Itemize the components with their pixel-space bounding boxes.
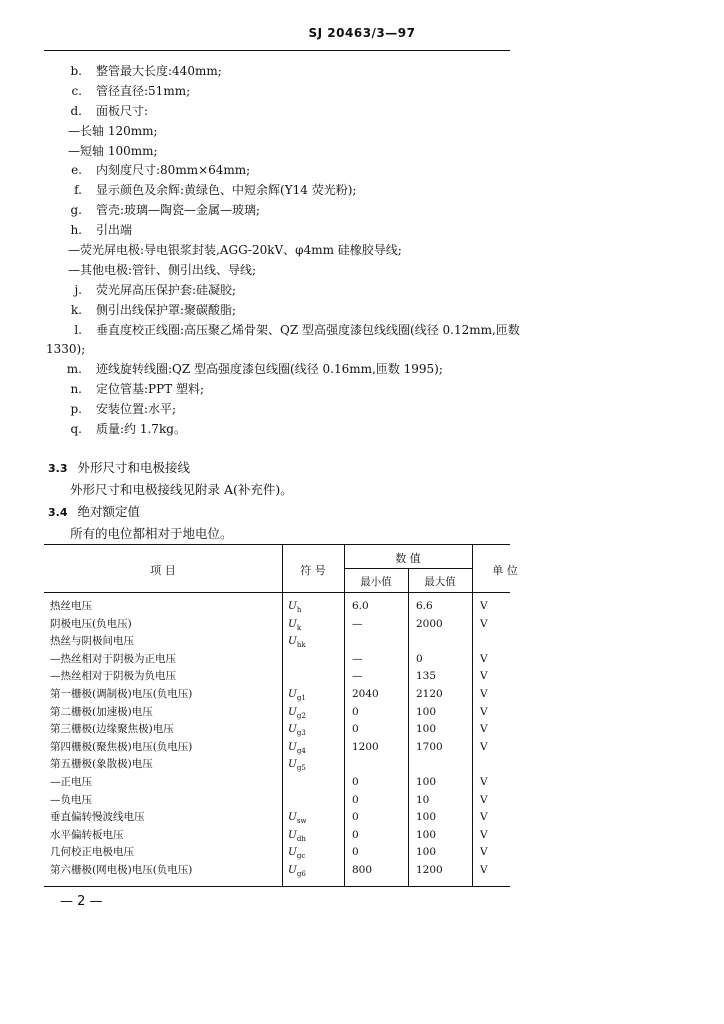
spec-item xyxy=(48,201,688,221)
spec-item-text: 迹线旋转线圈:QZ 型高强度漆包线圈(线径 0.16mm,匝数 1995); xyxy=(96,362,443,377)
spec-item xyxy=(48,261,688,281)
spec-item-label: l. xyxy=(74,322,82,337)
symbol-subscript: gc xyxy=(296,852,306,861)
table-cell-min: 0 xyxy=(352,828,359,841)
symbol-letter: U xyxy=(288,705,297,718)
section-number: 3.4 xyxy=(48,506,68,519)
table-cell-min: 1200 xyxy=(352,740,379,753)
table-cell-unit: V xyxy=(480,705,488,718)
symbol-subscript: g6 xyxy=(296,870,306,879)
section-body: 所有的电位都相对于地电位。 xyxy=(70,526,233,541)
spec-item-text: 引出端 xyxy=(96,223,133,238)
spec-item-label: f. xyxy=(74,183,82,198)
spec-item-text: 整管最大长度:440mm; xyxy=(96,64,222,78)
table-header-rule xyxy=(44,592,510,593)
table-vline xyxy=(472,544,473,886)
spec-item xyxy=(48,360,688,380)
spec-item-text: 质量:约 1.7kg。 xyxy=(96,422,186,437)
document-code: SJ 20463/3—97 xyxy=(308,26,416,40)
symbol-letter: U xyxy=(288,846,297,859)
spec-item-label: c. xyxy=(71,83,82,98)
spec-item-label: m. xyxy=(66,362,82,377)
table-cell-unit: V xyxy=(480,864,488,876)
spec-item-text: 面板尺寸: xyxy=(96,103,149,118)
symbol-letter: U xyxy=(288,635,297,648)
spec-item-label: q. xyxy=(70,422,82,437)
symbol-subscript: g4 xyxy=(296,746,306,755)
spec-item-label: p. xyxy=(70,402,82,417)
table-cell-item: 第四栅极(聚焦极)电压(负电压) xyxy=(50,740,193,753)
spec-item-text: 荧光屏高压保护套:硅凝胶; xyxy=(96,282,237,297)
table-cell-max: 10 xyxy=(416,793,430,806)
header-unit: 单 位 xyxy=(492,564,518,577)
table-cell-item: 第二栅极(加速极)电压 xyxy=(50,705,153,718)
table-cell-item: —热丝相对于阴极为正电压 xyxy=(50,652,176,665)
spec-item xyxy=(48,161,688,181)
table-cell-item: 垂直偏转慢波线电压 xyxy=(50,811,145,824)
header-max: 最大值 xyxy=(424,576,456,588)
table-cell-max: 135 xyxy=(416,670,437,683)
table-bottom-rule xyxy=(44,886,510,887)
table-cell-item: 水平偏转板电压 xyxy=(50,828,124,841)
table-cell-min: 6.0 xyxy=(352,600,369,612)
spec-item-text: 定位管基:PPT 塑料; xyxy=(96,382,205,397)
table-cell-item: 热丝电压 xyxy=(50,600,92,612)
page-number: — 2 — xyxy=(60,894,103,909)
table-cell-unit: V xyxy=(480,828,488,841)
spec-item-text: —短轴 100mm; xyxy=(68,143,158,158)
spec-item xyxy=(48,400,688,420)
symbol-subscript: dh xyxy=(296,834,306,843)
spec-item xyxy=(46,340,688,360)
symbol-subscript: hk xyxy=(296,641,306,650)
table-cell-item: —正电压 xyxy=(50,776,92,788)
table-cell-max: 100 xyxy=(416,846,437,859)
table-cell-max: 1200 xyxy=(416,864,443,876)
table-cell-item: 阴极电压(负电压) xyxy=(50,617,132,630)
table-cell-min: 0 xyxy=(352,705,359,718)
section-number: 3.3 xyxy=(48,462,68,475)
table-vline xyxy=(344,544,345,886)
table-cell-max: 100 xyxy=(416,705,437,718)
spec-item-text: —长轴 120mm; xyxy=(68,123,158,138)
table-cell-max: 100 xyxy=(416,828,437,841)
table-cell-unit: V xyxy=(480,600,488,612)
spec-item-label: d. xyxy=(70,103,82,118)
section-heading xyxy=(48,502,140,520)
table-cell-unit: V xyxy=(480,793,488,806)
section-heading xyxy=(48,458,190,476)
symbol-subscript: g3 xyxy=(296,729,306,738)
symbol-letter: U xyxy=(288,864,297,876)
table-cell-min: 0 xyxy=(352,793,359,806)
symbol-subscript: h xyxy=(296,606,302,615)
table-cell-max: 1700 xyxy=(416,740,443,753)
spec-item-label: b. xyxy=(70,64,82,78)
table-cell-min: 800 xyxy=(352,864,373,876)
symbol-subscript: g5 xyxy=(296,764,306,773)
header-value: 数 值 xyxy=(395,552,421,565)
symbol-letter: U xyxy=(288,617,297,630)
section-title: 绝对额定值 xyxy=(77,504,141,519)
spec-item-label: j. xyxy=(74,282,82,297)
table-cell-unit: V xyxy=(480,776,488,788)
table-vline xyxy=(408,568,409,886)
table-cell-item: —热丝相对于阴极为负电压 xyxy=(50,670,176,683)
table-cell-min: — xyxy=(352,652,363,665)
table-cell-symbol xyxy=(288,862,306,884)
spec-item-text: 显示颜色及余辉:黄绿色、中短余辉(Y14 荧光粉); xyxy=(96,183,357,198)
table-cell-unit: V xyxy=(480,846,488,859)
symbol-letter: U xyxy=(288,828,297,841)
spec-item xyxy=(48,221,688,241)
table-vline xyxy=(282,544,283,886)
spec-item-text: 管径直径:51mm; xyxy=(96,83,191,98)
symbol-subscript: g2 xyxy=(296,711,306,720)
spec-item xyxy=(48,281,688,301)
spec-item xyxy=(48,181,688,201)
header-symbol: 符 号 xyxy=(300,564,326,577)
table-cell-item: 第三栅极(边缘聚焦极)电压 xyxy=(50,723,174,736)
table-cell-unit: V xyxy=(480,652,488,665)
symbol-subscript: k xyxy=(296,623,302,632)
spec-item-label: k. xyxy=(70,302,82,317)
table-cell-max: 100 xyxy=(416,776,437,788)
symbol-letter: U xyxy=(288,723,297,736)
table-cell-min: — xyxy=(352,617,363,630)
table-cell-symbol xyxy=(288,756,306,778)
table-cell-item: 第六栅极(网电极)电压(负电压) xyxy=(50,864,193,876)
spec-item xyxy=(48,241,688,261)
spec-list xyxy=(48,62,688,440)
spec-item xyxy=(48,321,688,341)
spec-item xyxy=(48,102,688,122)
section-body: 外形尺寸和电极接线见附录 A(补充件)。 xyxy=(70,482,293,497)
symbol-letter: U xyxy=(288,600,297,612)
table-cell-item: 第五栅极(象散极)电压 xyxy=(50,758,153,771)
table-cell-item: —负电压 xyxy=(50,793,92,806)
spec-item-text: 内刻度尺寸:80mm×64mm; xyxy=(96,163,251,178)
table-cell-min: 0 xyxy=(352,811,359,824)
spec-item xyxy=(48,82,688,102)
table-cell-unit: V xyxy=(480,811,488,824)
spec-item-text: 侧引出线保护罩:聚碳酸脂; xyxy=(96,302,237,317)
table-cell-unit: V xyxy=(480,688,488,700)
spec-item xyxy=(48,142,688,162)
table-cell-symbol xyxy=(288,633,306,655)
spec-item-text: —其他电极:管针、侧引出线、导线; xyxy=(68,262,257,277)
spec-item-text: 垂直度校正线圈:高压聚乙烯骨架、QZ 型高强度漆包线线圈(线径 0.12mm,匝数 xyxy=(96,322,520,337)
spec-item-text: —荧光屏电极:导电银浆封装,AGG-20kV、φ4mm 硅橡胶导线; xyxy=(68,243,402,258)
spec-item xyxy=(48,122,688,142)
table-cell-item: 第一栅极(调制极)电压(负电压) xyxy=(50,688,193,700)
section-title: 外形尺寸和电极接线 xyxy=(77,460,191,475)
table-cell-unit: V xyxy=(480,740,488,753)
table-cell-max: 100 xyxy=(416,723,437,736)
spec-item-label: n. xyxy=(70,382,82,397)
header-rule xyxy=(44,50,510,51)
table-cell-item: 几何校正电极电压 xyxy=(50,846,134,859)
spec-item-text: 安装位置:水平; xyxy=(96,402,177,417)
table-cell-unit: V xyxy=(480,723,488,736)
table-cell-min: 2040 xyxy=(352,688,379,700)
symbol-letter: U xyxy=(288,758,297,771)
header-min: 最小值 xyxy=(360,576,392,588)
spec-item-text: 1330); xyxy=(46,342,86,357)
table-cell-unit: V xyxy=(480,617,488,630)
table-cell-unit: V xyxy=(480,670,488,683)
table-cell-min: — xyxy=(352,670,363,683)
table-cell-min: 0 xyxy=(352,723,359,736)
table-cell-max: 2000 xyxy=(416,617,443,630)
table-cell-max: 0 xyxy=(416,652,423,665)
spec-item-text: 管壳:玻璃—陶瓷—金属—玻璃; xyxy=(96,203,261,218)
symbol-letter: U xyxy=(288,740,297,753)
header-item: 项 目 xyxy=(150,564,176,577)
table-cell-max: 6.6 xyxy=(416,600,433,612)
spec-item-label: e. xyxy=(71,163,82,178)
spec-item-label: g. xyxy=(70,203,82,218)
spec-item xyxy=(48,380,688,400)
table-cell-max: 2120 xyxy=(416,688,443,700)
table-cell-min: 0 xyxy=(352,776,359,788)
table-top-rule xyxy=(44,544,510,545)
symbol-subscript: sw xyxy=(296,817,307,826)
table-cell-min: 0 xyxy=(352,846,359,859)
table-cell-max: 100 xyxy=(416,811,437,824)
symbol-letter: U xyxy=(288,811,297,824)
table-cell-item: 热丝与阴极间电压 xyxy=(50,635,134,648)
spec-item xyxy=(48,301,688,321)
spec-item xyxy=(48,420,688,440)
symbol-letter: U xyxy=(288,688,297,700)
symbol-subscript: g1 xyxy=(296,694,306,703)
spec-item xyxy=(48,62,688,82)
spec-item-label: h. xyxy=(70,223,82,238)
